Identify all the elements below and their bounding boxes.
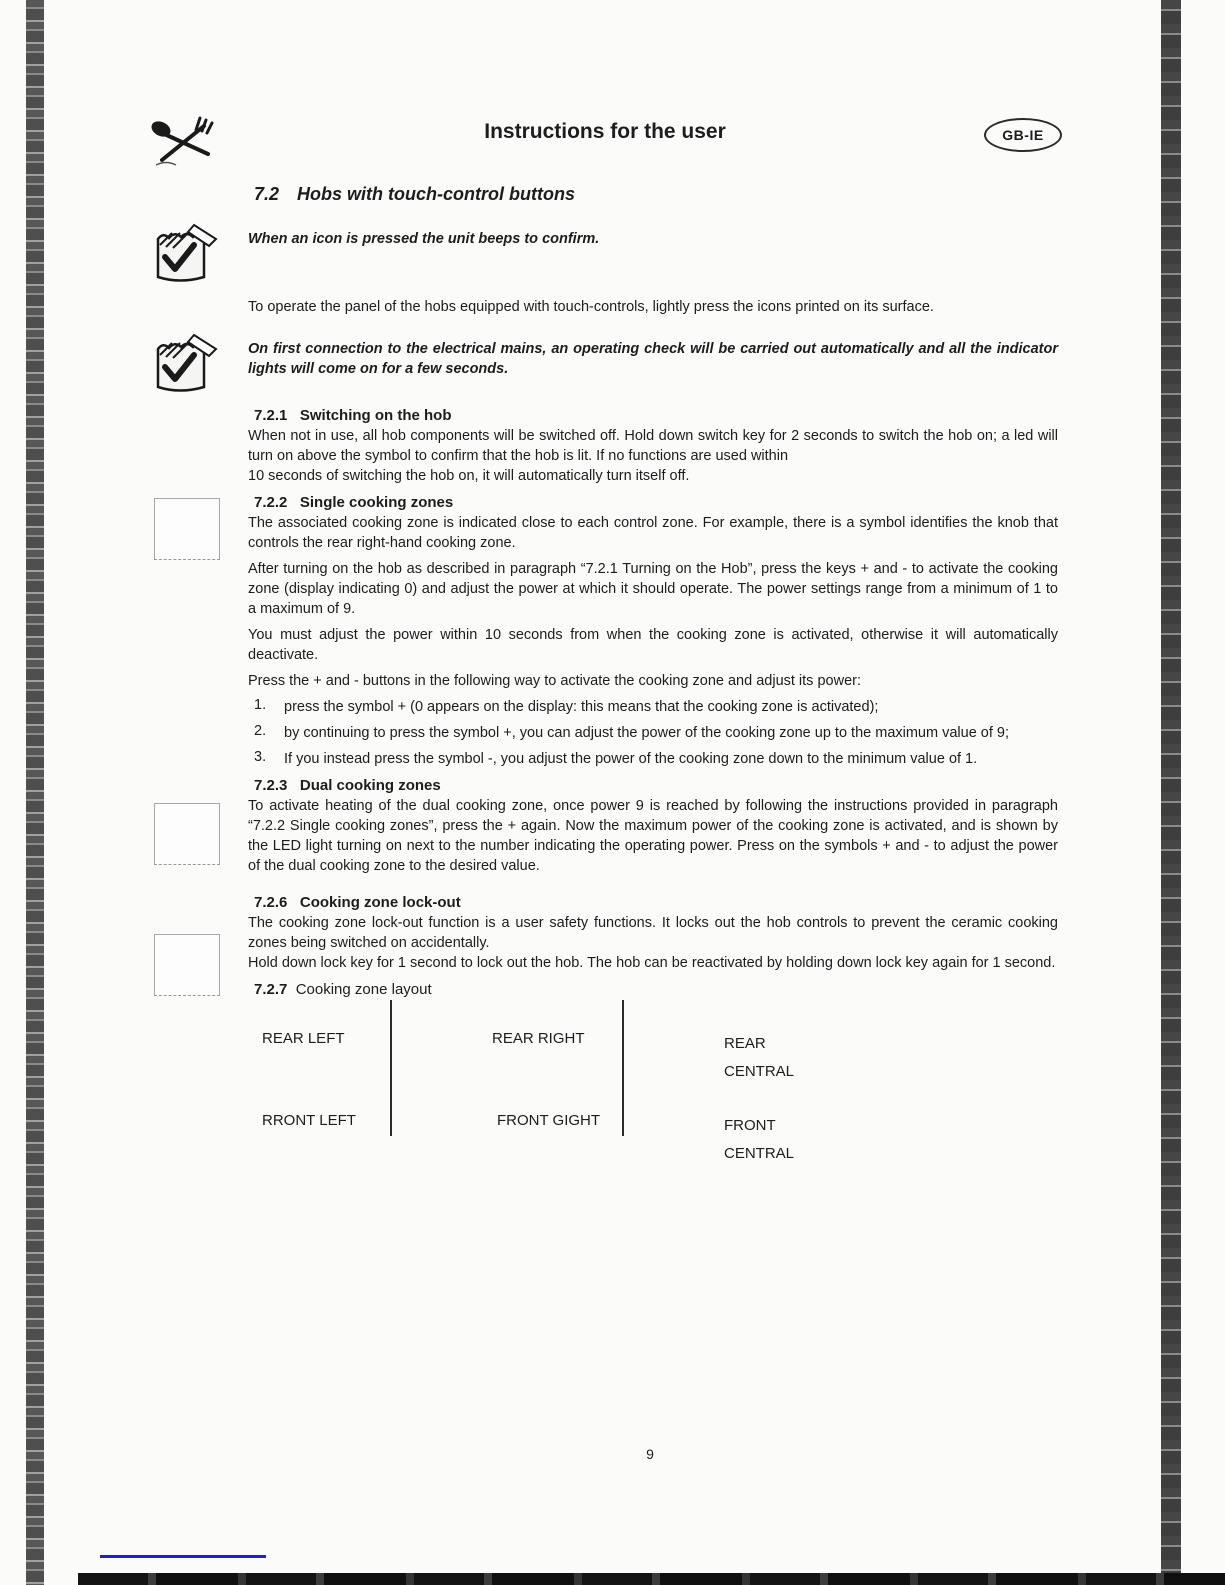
page-number: 9 bbox=[646, 1446, 654, 1462]
power-adjust-list bbox=[248, 697, 1058, 769]
list-item bbox=[252, 723, 1058, 743]
section-7-2-2-p3: You must adjust the power within 10 seconds from when the cooking zone is activated, otherwise it will automatically deactivate. bbox=[248, 627, 1058, 663]
cutlery-icon bbox=[146, 110, 218, 174]
margin-figure-box bbox=[154, 934, 220, 996]
list-item bbox=[252, 749, 1058, 769]
section-7-2-title: Hobs with touch-control buttons bbox=[297, 184, 575, 204]
zone-divider-line bbox=[622, 1000, 624, 1136]
section-7-2-1-body: When not in use, all hob components will be switched off. Hold down switch key for 2 seconds to switch the hob on; a led will turn on above the symbol to confirm that the hob is lit. If no functions are used within bbox=[248, 428, 1058, 464]
margin-figure-box bbox=[154, 803, 220, 865]
list-item-number: 3. bbox=[254, 749, 267, 765]
scan-edge-right bbox=[1161, 0, 1181, 1585]
list-item-number: 2. bbox=[254, 723, 267, 739]
zone-divider-line bbox=[390, 1000, 392, 1136]
paragraph-operate: To operate the panel of the hobs equipped with touch-controls, lightly press the icons printed on its surface. bbox=[248, 299, 934, 315]
section-7-2-7-heading bbox=[254, 981, 1058, 998]
zone-label-line: FRONT bbox=[724, 1117, 776, 1134]
section-7-2-heading bbox=[254, 184, 1058, 205]
section-7-2-7-title: Cooking zone layout bbox=[287, 981, 432, 998]
page-title: Instructions for the user bbox=[484, 120, 726, 143]
section-7-2-2-p1: The associated cooking zone is indicated close to each control zone. For example, there is a symbol identifies the knob that controls the rear right-hand cooking zone. bbox=[248, 515, 1058, 551]
note-beep bbox=[150, 221, 1058, 285]
section-7-2-6-p1: The cooking zone lock-out function is a user safety functions. It locks out the hob controls to prevent the ceramic cooking zones being switched on accidentally. bbox=[248, 915, 1058, 951]
section-7-2-7-number: 7.2.7 bbox=[254, 981, 288, 998]
section-7-2-6-block bbox=[248, 894, 1058, 973]
section-7-2-6-heading: 7.2.6 Cooking zone lock-out bbox=[254, 894, 461, 911]
language-badge: GB-IE bbox=[984, 118, 1062, 152]
zone-label-rear-right: REAR RIGHT bbox=[492, 1030, 585, 1047]
section-7-2-2-block bbox=[248, 494, 1058, 553]
margin-figure-box bbox=[154, 498, 220, 560]
note-first-connection bbox=[150, 331, 1058, 395]
zone-label-rear-central bbox=[724, 1030, 794, 1086]
zone-label-line: REAR bbox=[724, 1035, 766, 1052]
zone-label-line: CENTRAL bbox=[724, 1063, 795, 1080]
section-7-2-2-p4: Press the + and - buttons in the following way to activate the cooking zone and adjust its power: bbox=[248, 673, 861, 689]
scan-edge-left bbox=[26, 0, 44, 1585]
cooking-zone-layout-diagram bbox=[248, 1006, 1058, 1176]
scan-edge-bottom bbox=[78, 1573, 1225, 1585]
section-7-2-1-body2: 10 seconds of switching the hob on, it will automatically turn itself off. bbox=[248, 468, 690, 484]
zone-label-front-right: FRONT GIGHT bbox=[497, 1112, 601, 1129]
section-7-2-number: 7.2 bbox=[254, 184, 280, 204]
zone-label-front-central bbox=[724, 1112, 794, 1168]
section-7-2-6-p2: Hold down lock key for 1 second to lock out the hob. The hob can be reactivated by holding down lock key again for 1 second. bbox=[248, 955, 1056, 971]
document-body bbox=[248, 184, 1058, 1176]
section-7-2-2-heading: 7.2.2 Single cooking zones bbox=[254, 494, 454, 511]
zone-label-line: CENTRAL bbox=[724, 1145, 795, 1162]
list-item-number: 1. bbox=[254, 697, 267, 713]
section-7-2-3-p1: To activate heating of the dual cooking zone, once power 9 is reached by following the instructions provided in paragraph “7.2.2 Single cooking zones”, press the + again. Now the maximum power of the cooking zone is activated, and is shown by the LED light turning on next to the number indicating the operating power. Press on the symbols + and - to adjust the power of the dual cooking zone to the desired value. bbox=[248, 798, 1058, 874]
section-7-2-3-block bbox=[248, 777, 1058, 876]
list-item-text: If you instead press the symbol -, you adjust the power of the cooking zone down to the minimum value of 1. bbox=[284, 751, 978, 767]
zone-label-front-left: RRONT LEFT bbox=[262, 1112, 356, 1129]
section-7-2-1-heading: 7.2.1 Switching on the hob bbox=[254, 407, 452, 424]
section-7-2-3-heading: 7.2.3 Dual cooking zones bbox=[254, 777, 441, 794]
zone-label-rear-left: REAR LEFT bbox=[262, 1030, 345, 1047]
notepad-check-icon bbox=[150, 221, 222, 285]
note-first-connection-text: On first connection to the electrical mains, an operating check will be carried out automatically and all the indicator lights will come on for a few seconds. bbox=[248, 341, 1058, 377]
list-item bbox=[252, 697, 1058, 717]
notepad-check-icon bbox=[150, 331, 222, 395]
section-7-2-2-p2: After turning on the hob as described in paragraph “7.2.1 Turning on the Hob”, press the keys + and - to activate the cooking zone (display indicating 0) and adjust the power at which it should operate. The power settings range from a minimum of 1 to a maximum of 9. bbox=[248, 561, 1058, 617]
list-item-text: by continuing to press the symbol +, you can adjust the power of the cooking zone up to the maximum value of 9; bbox=[284, 725, 1010, 741]
footer-link-underline bbox=[100, 1555, 266, 1558]
list-item-text: press the symbol + (0 appears on the display: this means that the cooking zone is activated); bbox=[284, 699, 879, 715]
note-beep-text: When an icon is pressed the unit beeps to confirm. bbox=[248, 231, 600, 247]
